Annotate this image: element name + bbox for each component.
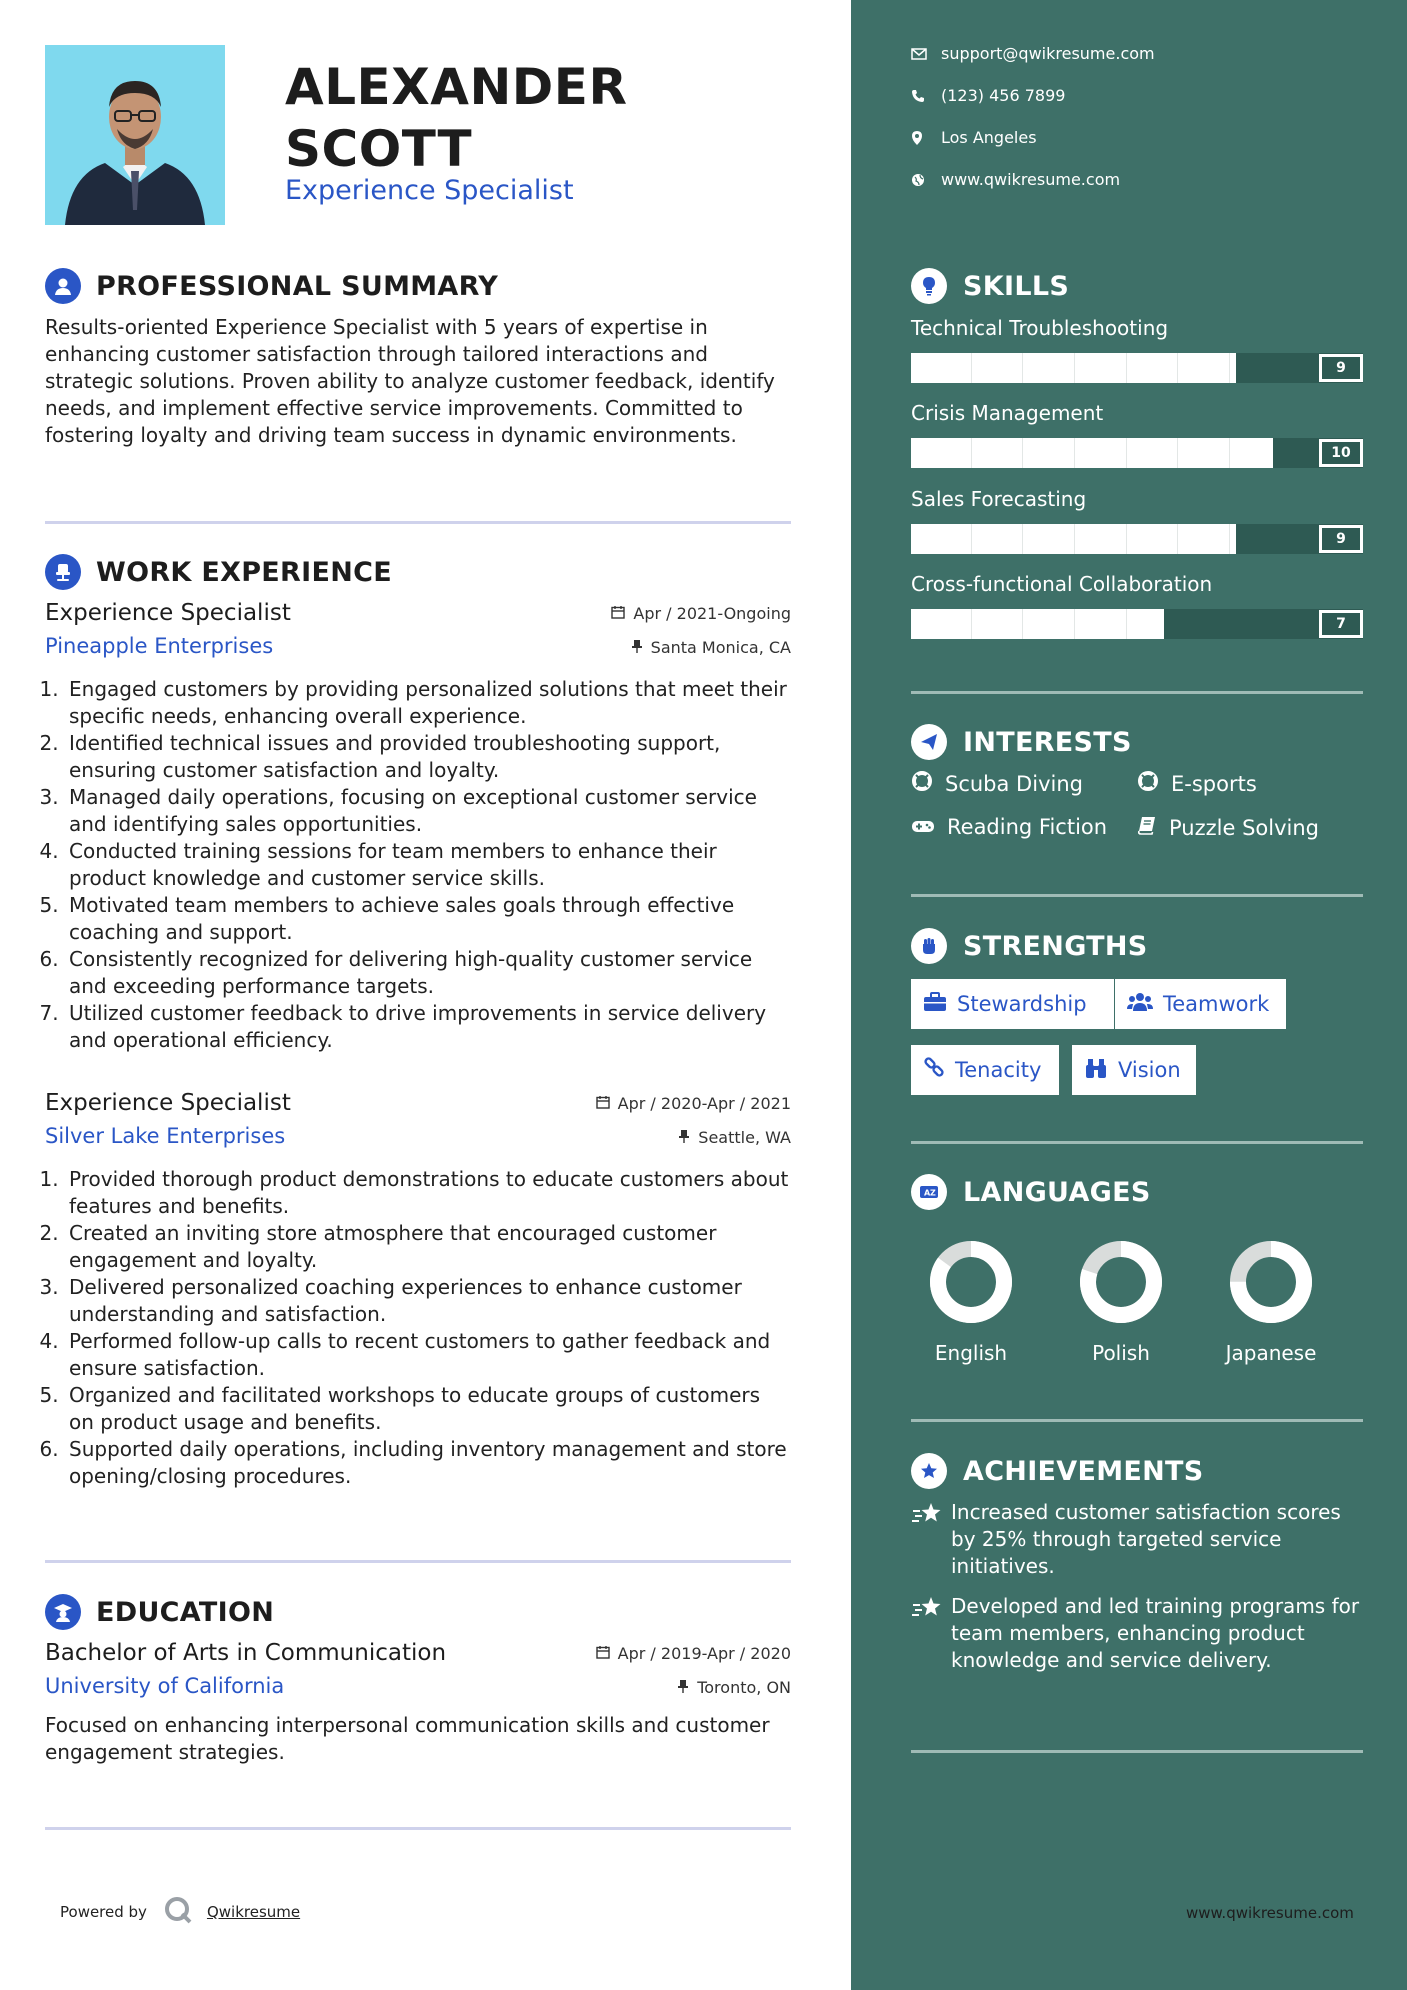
languages-title: LANGUAGES [963, 1176, 1151, 1208]
shooting-star-icon [911, 1501, 951, 1531]
calendar-icon [611, 604, 625, 623]
degree-title: Bachelor of Arts in Communication [45, 1640, 447, 1666]
job-date [596, 1094, 791, 1113]
name-line-2: SCOTT [285, 120, 473, 178]
skill-bar-tick [1074, 524, 1075, 554]
school-name: University of California [45, 1674, 285, 1698]
language-label: English [934, 1341, 1008, 1365]
skill-bar-tick [1074, 609, 1075, 639]
candidate-role: Experience Specialist [285, 175, 574, 206]
paper-plane-icon [911, 724, 947, 760]
translate-icon [911, 1174, 947, 1210]
candidate-name [285, 56, 627, 180]
job-title: Experience Specialist [45, 600, 291, 626]
job-bullet: 5. Motivated team members to achieve sales goals through effective coaching and support. [65, 892, 791, 946]
skill-bar [911, 609, 1363, 639]
pushpin-icon [677, 1678, 689, 1697]
briefcase-icon [923, 992, 947, 1017]
skill-bar-tick [1229, 524, 1230, 554]
qwikresume-logo-icon [163, 1895, 193, 1929]
education-date-text: Apr / 2019-Apr / 2020 [617, 1644, 791, 1663]
powered-by [60, 1895, 300, 1929]
job-date-text: Apr / 2020-Apr / 2021 [617, 1094, 791, 1113]
job-bullet: 1. Provided thorough product demonstrations to educate customers about features and benefits. [65, 1166, 791, 1220]
envelope-icon [911, 48, 941, 60]
section-divider [911, 691, 1363, 694]
book-icon [1137, 815, 1157, 840]
lifebuoy-icon [911, 770, 933, 797]
interest-item [1137, 815, 1319, 840]
skill-bar-tick [1126, 609, 1127, 639]
contact-email-text[interactable]: support@qwikresume.com [941, 44, 1155, 63]
achievement-item [911, 1499, 1363, 1580]
education-title: EDUCATION [96, 1596, 275, 1628]
interest-label: E-sports [1171, 771, 1257, 796]
achievements-title: ACHIEVEMENTS [963, 1455, 1204, 1487]
job-entry [45, 1090, 791, 1490]
job-bullet: 6. Consistently recognized for delivering high-quality customer service and exceeding performance targets. [65, 946, 791, 1000]
skills-heading [911, 268, 1069, 304]
user-icon [45, 268, 81, 304]
summary-heading [45, 268, 498, 304]
office-chair-icon [45, 554, 81, 590]
skill-bar-tick [1229, 353, 1230, 383]
skill-bar-tick [971, 438, 972, 468]
skill-bar [911, 353, 1363, 383]
job-entry [45, 600, 791, 1054]
skill-bar-tick [1022, 609, 1023, 639]
svg-text:A: A [924, 1188, 931, 1198]
education-location-text: Toronto, ON [697, 1678, 791, 1697]
skill-bar-tick [1229, 438, 1230, 468]
language-ring [1226, 1237, 1316, 1327]
contact-email [911, 44, 1155, 63]
skill-score: 10 [1319, 439, 1363, 467]
skill-bar-tick [1022, 524, 1023, 554]
strength-tag [1072, 1045, 1196, 1095]
skill-name: Crisis Management [911, 401, 1104, 425]
powered-by-label: Powered by [60, 1903, 147, 1921]
contact-phone-text: (123) 456 7899 [941, 86, 1066, 105]
phone-icon [911, 89, 941, 103]
language-item [906, 1237, 1036, 1365]
name-line-1: ALEXANDER [285, 58, 628, 116]
skill-bar-tick [1022, 438, 1023, 468]
profile-photo [45, 45, 225, 225]
skill-bar-tick [1177, 353, 1178, 383]
summary-text: Results-oriented Experience Specialist with 5 years of expertise in enhancing customer satisfaction through tailored interactions and strategic solutions. Proven ability to analyze customer feedback, identify needs, and implement effective service improvements. Committed to fostering loyalty and driving team success in dynamic environments. [45, 315, 775, 447]
contact-website [911, 170, 1120, 189]
job-company: Silver Lake Enterprises [45, 1124, 286, 1148]
globe-icon [911, 173, 941, 187]
contact-phone [911, 86, 1065, 105]
job-bullet: 5. Organized and facilitated workshops to educate groups of customers on product usage and benefits. [65, 1382, 791, 1436]
pushpin-icon [631, 638, 643, 657]
contact-location-text: Los Angeles [941, 128, 1037, 147]
job-date [611, 604, 791, 623]
job-location [678, 1128, 791, 1147]
shooting-star-icon [911, 1595, 951, 1625]
skill-bar [911, 524, 1363, 554]
job-title: Experience Specialist [45, 1090, 291, 1116]
work-title: WORK EXPERIENCE [96, 556, 392, 588]
graduate-icon [45, 1594, 81, 1630]
contact-website-text[interactable]: www.qwikresume.com [941, 170, 1121, 189]
skills-title: SKILLS [963, 270, 1070, 302]
calendar-icon [596, 1644, 610, 1663]
skill-bar-tick [1022, 353, 1023, 383]
footer-website[interactable]: www.qwikresume.com [1186, 1904, 1354, 1922]
skill-bar-tick [1126, 524, 1127, 554]
interests-title: INTERESTS [963, 726, 1132, 758]
job-location-text: Seattle, WA [698, 1128, 791, 1147]
skill-name: Sales Forecasting [911, 487, 1087, 511]
lightbulb-icon [911, 268, 947, 304]
language-label: Japanese [1225, 1341, 1317, 1365]
strength-tag [911, 1045, 1059, 1095]
summary-title: PROFESSIONAL SUMMARY [96, 270, 499, 302]
qwikresume-link[interactable]: Qwikresume [206, 1903, 301, 1921]
language-label: Polish [1092, 1341, 1150, 1365]
skill-bar-tick [1177, 438, 1178, 468]
section-divider [911, 1419, 1363, 1422]
education-description: Focused on enhancing interpersonal communication skills and customer engagement strategies. [45, 1713, 770, 1764]
strength-tag [911, 979, 1114, 1029]
achievement-text: Developed and led training programs for team members, enhancing product knowledge and service delivery. [951, 1594, 1360, 1672]
skill-bar-tick [1074, 438, 1075, 468]
skill-name: Cross-functional Collaboration [911, 572, 1213, 596]
calendar-icon [596, 1094, 610, 1113]
language-ring [1076, 1237, 1166, 1327]
languages-heading [911, 1174, 1151, 1210]
strengths-heading [911, 928, 1148, 964]
job-bullet: 3. Managed daily operations, focusing on exceptional customer service and identifying sales opportunities. [65, 784, 791, 838]
job-bullet: 7. Utilized customer feedback to drive improvements in service delivery and operational efficiency. [65, 1000, 791, 1054]
strength-label: Teamwork [1163, 992, 1270, 1016]
section-divider [45, 521, 791, 524]
sidebar [851, 0, 1407, 1990]
lifebuoy-icon [1137, 770, 1159, 797]
section-divider [911, 1750, 1363, 1753]
job-location [631, 638, 791, 657]
job-bullet: 1. Engaged customers by providing personalized solutions that meet their specific needs, enhancing overall experience. [65, 676, 791, 730]
job-company: Pineapple Enterprises [45, 634, 274, 658]
achievement-item [911, 1593, 1363, 1674]
skill-bar-tick [1074, 353, 1075, 383]
map-marker-icon [911, 130, 941, 146]
section-divider [45, 1560, 791, 1563]
job-bullets [45, 1166, 791, 1490]
skill-bar-tick [971, 353, 972, 383]
interest-label: Reading Fiction [947, 815, 1108, 839]
interest-item [911, 770, 1083, 797]
strength-label: Stewardship [957, 992, 1087, 1016]
job-bullet: 2. Created an inviting store atmosphere that encouraged customer engagement and loyalty. [65, 1220, 791, 1274]
job-bullet: 3. Delivered personalized coaching experiences to enhance customer understanding and satisfaction. [65, 1274, 791, 1328]
skill-bar-fill [911, 438, 1273, 468]
users-icon [1127, 992, 1153, 1017]
education-location [677, 1678, 791, 1697]
job-bullet: 2. Identified technical issues and provided troubleshooting support, ensuring customer satisfaction and loyalty. [65, 730, 791, 784]
language-ring [926, 1237, 1016, 1327]
skill-bar [911, 438, 1363, 468]
achievement-text: Increased customer satisfaction scores by 25% through targeted service initiatives. [951, 1500, 1341, 1578]
job-bullet: 4. Performed follow-up calls to recent customers to gather feedback and ensure satisfaction. [65, 1328, 791, 1382]
education-entry [45, 1640, 791, 1766]
skill-score: 9 [1319, 525, 1363, 553]
contact-location [911, 128, 1037, 147]
skill-score: 9 [1319, 354, 1363, 382]
education-heading [45, 1594, 274, 1630]
skill-score: 7 [1319, 610, 1363, 638]
interest-item [1137, 770, 1257, 797]
achievements-heading [911, 1453, 1204, 1489]
job-location-text: Santa Monica, CA [650, 638, 791, 657]
job-bullet: 6. Supported daily operations, including inventory management and store opening/closing procedures. [65, 1436, 791, 1490]
link-icon [923, 1057, 945, 1084]
svg-text:Z: Z [930, 1188, 936, 1198]
skill-bar-tick [1126, 353, 1127, 383]
gamepad-icon [911, 815, 935, 839]
interest-label: Scuba Diving [945, 771, 1083, 796]
section-divider [911, 894, 1363, 897]
language-item [1056, 1237, 1186, 1365]
job-bullet: 4. Conducted training sessions for team members to enhance their product knowledge and customer service skills. [65, 838, 791, 892]
fist-icon [911, 928, 947, 964]
job-bullets [45, 676, 791, 1054]
skill-bar-tick [971, 524, 972, 554]
section-divider [45, 1827, 791, 1830]
binoculars-icon [1084, 1057, 1108, 1084]
job-date-text: Apr / 2021-Ongoing [633, 604, 791, 623]
interest-label: Puzzle Solving [1169, 815, 1319, 840]
skill-bar-tick [971, 609, 972, 639]
work-heading [45, 554, 392, 590]
interest-item [911, 815, 1107, 839]
pushpin-icon [678, 1128, 690, 1147]
language-item [1206, 1237, 1336, 1365]
interests-heading [911, 724, 1132, 760]
strengths-title: STRENGTHS [963, 930, 1148, 962]
skill-name: Technical Troubleshooting [911, 316, 1169, 340]
strength-tag [1115, 979, 1286, 1029]
skill-bar-tick [1126, 438, 1127, 468]
star-badge-icon [911, 1453, 947, 1489]
strength-label: Tenacity [955, 1058, 1042, 1082]
section-divider [911, 1141, 1363, 1144]
skill-bar-tick [1177, 524, 1178, 554]
strength-label: Vision [1118, 1058, 1181, 1082]
education-date [596, 1644, 791, 1663]
